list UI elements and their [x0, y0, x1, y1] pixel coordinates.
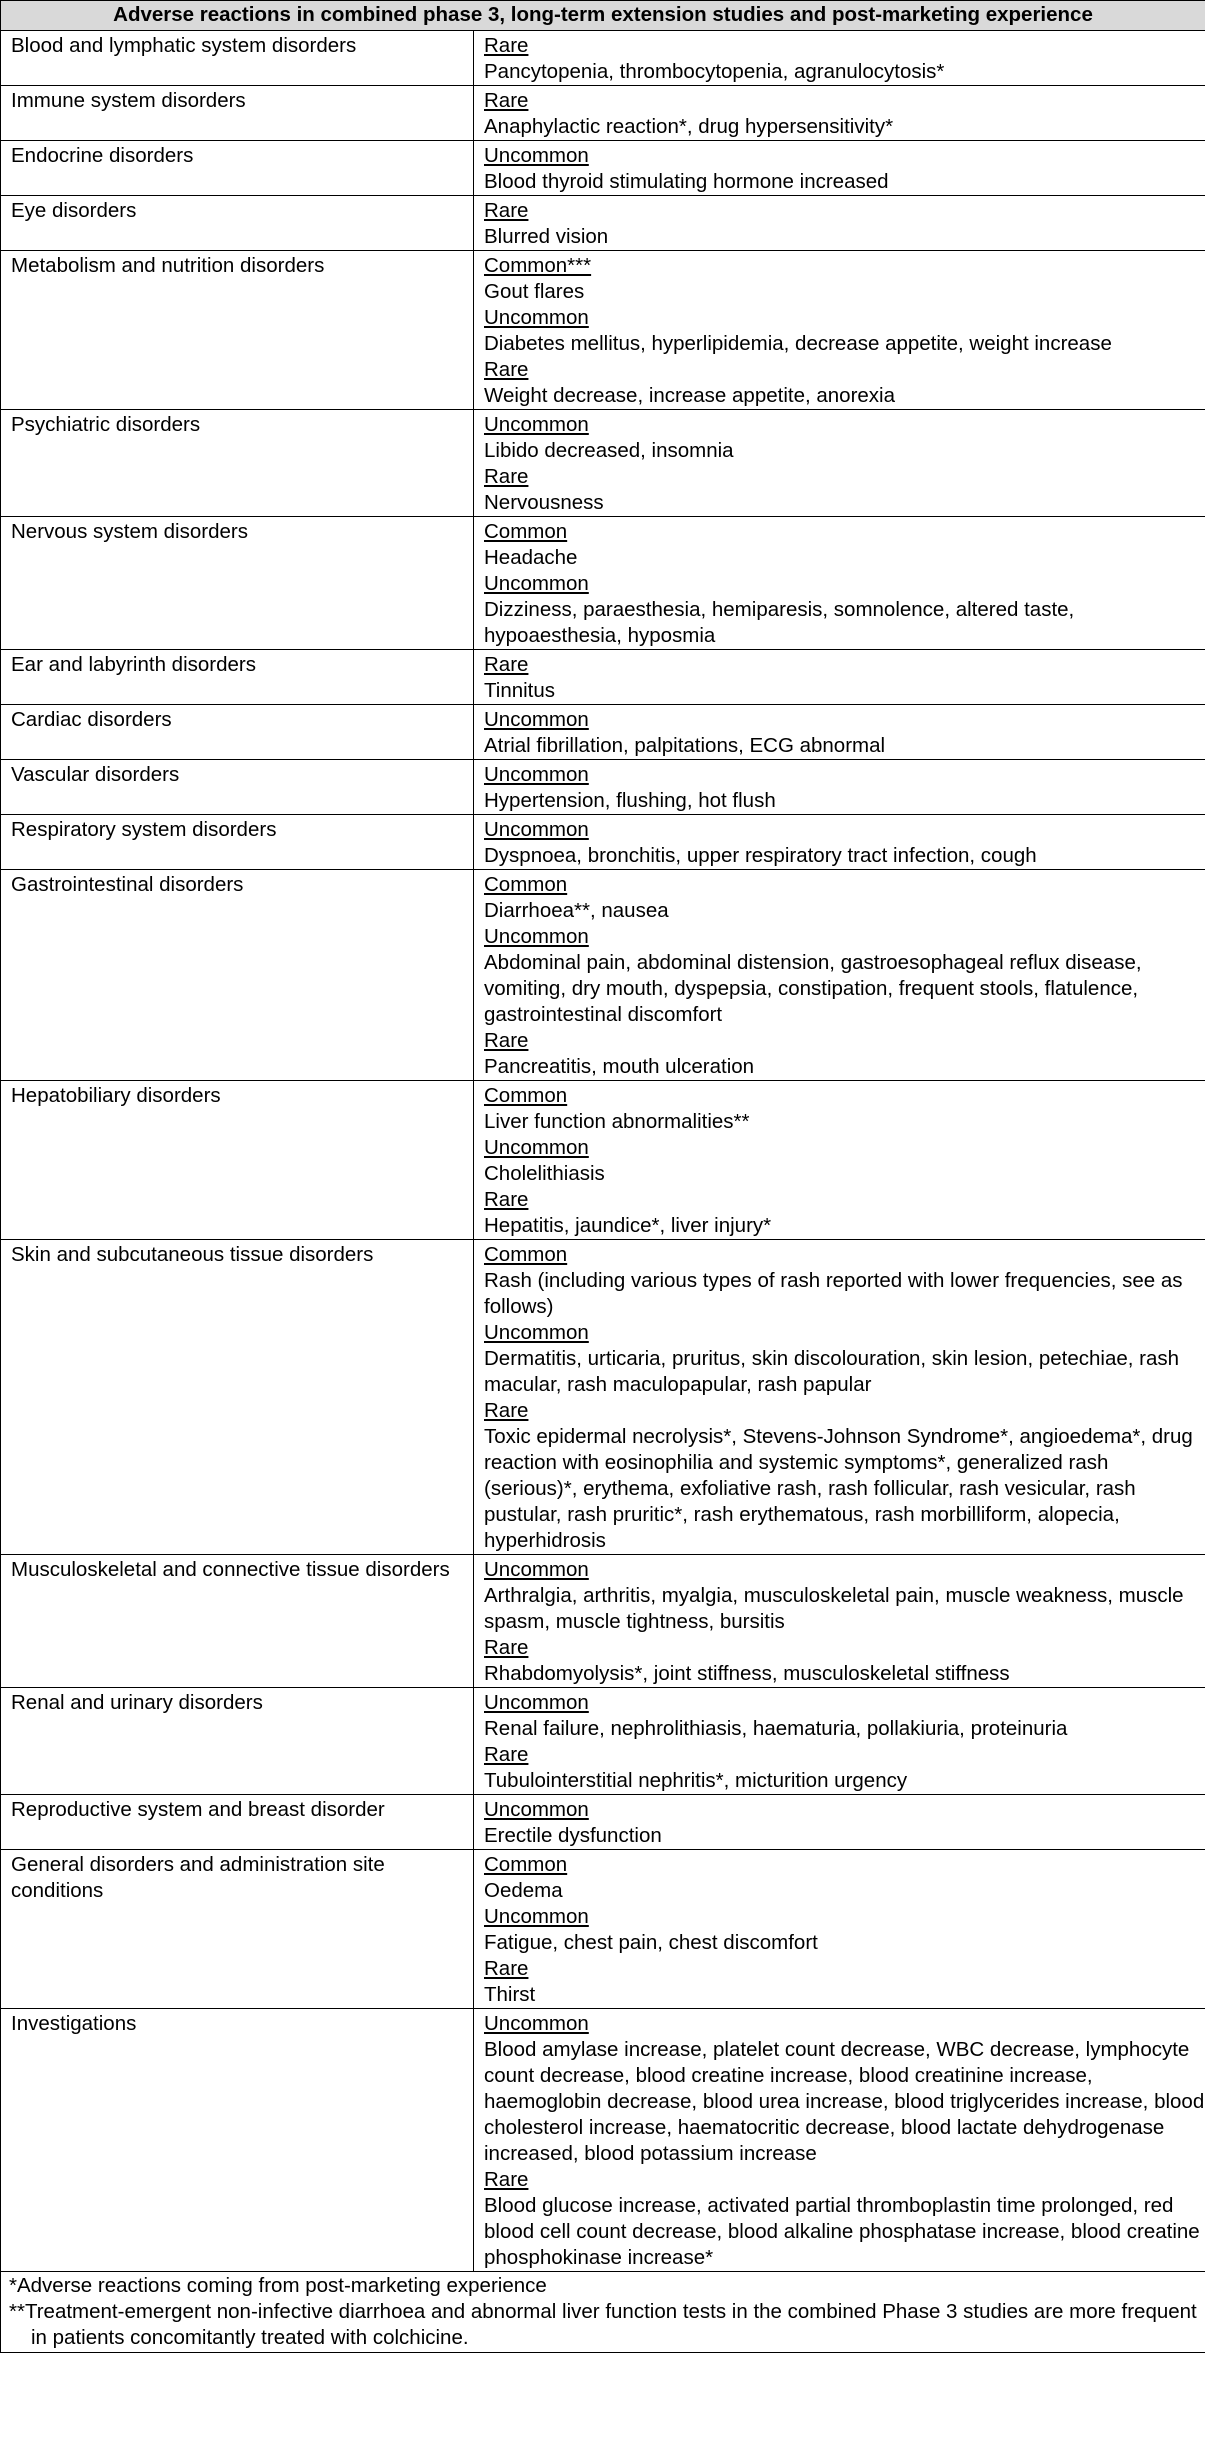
soc-category-cell: Reproductive system and breast disorder — [1, 1795, 474, 1850]
table-row — [1, 1240, 1205, 1555]
table-row — [1, 870, 1205, 1081]
frequency-label: Rare — [484, 1957, 529, 1980]
table-row — [1, 1850, 1205, 2009]
reaction-list: Rash (including various types of rash reported with lower frequencies, see as follows) — [484, 1269, 1183, 1318]
table-row — [1, 1555, 1205, 1688]
reaction-list: Tubulointerstitial nephritis*, micturition urgency — [484, 1769, 908, 1792]
soc-category-cell: Investigations — [1, 2009, 474, 2272]
reactions-cell — [474, 705, 1205, 760]
footnotes-cell — [1, 2272, 1205, 2353]
reactions-cell — [474, 870, 1205, 1081]
soc-category-cell: Blood and lymphatic system disorders — [1, 31, 474, 86]
table-row — [1, 1795, 1205, 1850]
reaction-list: Atrial fibrillation, palpitations, ECG abnormal — [484, 734, 886, 757]
soc-category-cell: Musculoskeletal and connective tissue disorders — [1, 1555, 474, 1688]
frequency-label: Uncommon — [484, 925, 589, 948]
table-title: Adverse reactions in combined phase 3, long-term extension studies and post-marketing experience — [1, 1, 1205, 31]
soc-category-cell: Gastrointestinal disorders — [1, 870, 474, 1081]
frequency-label: Uncommon — [484, 1798, 589, 1821]
reaction-list: Dyspnoea, bronchitis, upper respiratory tract infection, cough — [484, 844, 1037, 867]
reaction-list: Anaphylactic reaction*, drug hypersensitivity* — [484, 115, 894, 138]
frequency-label: Common*** — [484, 254, 592, 277]
table-row — [1, 251, 1205, 410]
reaction-list: Tinnitus — [484, 679, 556, 702]
reaction-list: Weight decrease, increase appetite, anorexia — [484, 384, 896, 407]
reaction-list: Blood thyroid stimulating hormone increased — [484, 170, 889, 193]
footnote-post-marketing: *Adverse reactions coming from post-marketing experience — [9, 2274, 547, 2297]
reaction-list: Gout flares — [484, 280, 585, 303]
frequency-label: Uncommon — [484, 144, 589, 167]
reaction-list: Oedema — [484, 1879, 563, 1902]
footnote-row — [1, 2272, 1205, 2353]
table-row — [1, 1081, 1205, 1240]
frequency-label: Rare — [484, 89, 529, 112]
frequency-label: Common — [484, 520, 568, 543]
reaction-list: Rhabdomyolysis*, joint stiffness, musculoskeletal stiffness — [484, 1662, 1010, 1685]
frequency-label: Rare — [484, 2168, 529, 2191]
frequency-label: Uncommon — [484, 763, 589, 786]
table-row — [1, 517, 1205, 650]
reaction-list: Headache — [484, 546, 578, 569]
reaction-list: Hypertension, flushing, hot flush — [484, 789, 776, 812]
frequency-label: Uncommon — [484, 1691, 589, 1714]
reaction-list: Blurred vision — [484, 225, 609, 248]
soc-category-cell: Cardiac disorders — [1, 705, 474, 760]
frequency-label: Rare — [484, 465, 529, 488]
frequency-label: Rare — [484, 1399, 529, 1422]
reactions-cell — [474, 1850, 1205, 2009]
soc-category-cell: Skin and subcutaneous tissue disorders — [1, 1240, 474, 1555]
reaction-list: Renal failure, nephrolithiasis, haematuria, pollakiuria, proteinuria — [484, 1717, 1068, 1740]
soc-category-cell: Ear and labyrinth disorders — [1, 650, 474, 705]
frequency-label: Rare — [484, 1029, 529, 1052]
reaction-list: Diarrhoea**, nausea — [484, 899, 669, 922]
reactions-cell — [474, 141, 1205, 196]
reactions-cell — [474, 1555, 1205, 1688]
reaction-list: Pancreatitis, mouth ulceration — [484, 1055, 755, 1078]
soc-category-cell: Vascular disorders — [1, 760, 474, 815]
table-row — [1, 815, 1205, 870]
frequency-label: Common — [484, 1084, 568, 1107]
reactions-cell — [474, 760, 1205, 815]
frequency-label: Common — [484, 1243, 568, 1266]
frequency-label: Common — [484, 873, 568, 896]
table-row — [1, 410, 1205, 517]
reactions-cell — [474, 86, 1205, 141]
table-row — [1, 1688, 1205, 1795]
frequency-label: Rare — [484, 1743, 529, 1766]
frequency-label: Rare — [484, 1636, 529, 1659]
frequency-label: Uncommon — [484, 1136, 589, 1159]
footnote-colchicine: **Treatment-emergent non-infective diarrhoea and abnormal liver function tests in the combined Phase 3 studies are more frequent in patients concomitantly treated with colchicine. — [9, 2300, 1197, 2349]
reactions-cell — [474, 251, 1205, 410]
reaction-list: Fatigue, chest pain, chest discomfort — [484, 1931, 818, 1954]
reactions-cell — [474, 517, 1205, 650]
table-body — [1, 31, 1205, 2272]
table-row — [1, 86, 1205, 141]
frequency-label: Uncommon — [484, 1905, 589, 1928]
frequency-label: Rare — [484, 653, 529, 676]
frequency-label: Uncommon — [484, 1321, 589, 1344]
soc-category-cell: General disorders and administration site conditions — [1, 1850, 474, 2009]
frequency-label: Uncommon — [484, 1558, 589, 1581]
frequency-label: Rare — [484, 1188, 529, 1211]
reaction-list: Dermatitis, urticaria, pruritus, skin discolouration, skin lesion, petechiae, rash macular, rash maculopapular, rash papular — [484, 1347, 1180, 1396]
reaction-list: Erectile dysfunction — [484, 1824, 662, 1847]
table-row — [1, 141, 1205, 196]
frequency-label: Uncommon — [484, 413, 589, 436]
soc-category-cell: Respiratory system disorders — [1, 815, 474, 870]
soc-category-cell: Renal and urinary disorders — [1, 1688, 474, 1795]
reaction-list: Blood glucose increase, activated partial thromboplastin time prolonged, red blood cell count decrease, blood alkaline phosphatase increase, blood creatine phosphokinase increase* — [484, 2194, 1200, 2269]
table-row — [1, 650, 1205, 705]
reaction-list: Diabetes mellitus, hyperlipidemia, decrease appetite, weight increase — [484, 332, 1112, 355]
reactions-cell — [474, 2009, 1205, 2272]
reaction-list: Toxic epidermal necrolysis*, Stevens-Johnson Syndrome*, angioedema*, drug reaction with eosinophilia and systemic symptoms*, generalized rash (serious)*, erythema, exfoliative rash, rash follicular, rash vesicular, rash pustular, rash pruritic*, rash erythematous, rash morbilliform, alopecia, hyperhidrosis — [484, 1425, 1193, 1552]
reactions-cell — [474, 1688, 1205, 1795]
table-row — [1, 705, 1205, 760]
frequency-label: Rare — [484, 34, 529, 57]
frequency-label: Common — [484, 1853, 568, 1876]
soc-category-cell: Metabolism and nutrition disorders — [1, 251, 474, 410]
frequency-label: Uncommon — [484, 708, 589, 731]
reaction-list: Nervousness — [484, 491, 604, 514]
reaction-list: Pancytopenia, thrombocytopenia, agranulocytosis* — [484, 60, 945, 83]
soc-category-cell: Psychiatric disorders — [1, 410, 474, 517]
frequency-label: Uncommon — [484, 818, 589, 841]
reactions-cell — [474, 650, 1205, 705]
reaction-list: Dizziness, paraesthesia, hemiparesis, somnolence, altered taste, hypoaesthesia, hyposmia — [484, 598, 1075, 647]
soc-category-cell: Eye disorders — [1, 196, 474, 251]
reactions-cell — [474, 31, 1205, 86]
soc-category-cell: Immune system disorders — [1, 86, 474, 141]
reactions-cell — [474, 196, 1205, 251]
reactions-cell — [474, 1795, 1205, 1850]
reaction-list: Liver function abnormalities** — [484, 1110, 750, 1133]
soc-category-cell: Endocrine disorders — [1, 141, 474, 196]
reaction-list: Abdominal pain, abdominal distension, gastroesophageal reflux disease, vomiting, dry mouth, dyspepsia, constipation, frequent stools, flatulence, gastrointestinal discomfort — [484, 951, 1142, 1026]
reaction-list: Arthralgia, arthritis, myalgia, musculoskeletal pain, muscle weakness, muscle spasm, muscle tightness, bursitis — [484, 1584, 1184, 1633]
table-row — [1, 760, 1205, 815]
reaction-list: Cholelithiasis — [484, 1162, 605, 1185]
reactions-cell — [474, 410, 1205, 517]
soc-category-cell: Hepatobiliary disorders — [1, 1081, 474, 1240]
soc-category-cell: Nervous system disorders — [1, 517, 474, 650]
table-row — [1, 196, 1205, 251]
reaction-list: Libido decreased, insomnia — [484, 439, 734, 462]
reaction-list: Blood amylase increase, platelet count decrease, WBC decrease, lymphocyte count decrease, blood creatine increase, blood creatinine increase, haemoglobin decrease, blood urea increase, blood triglycerides increase, blood cholesterol increase, haematocritic decrease, blood lactate dehydrogenase increased, blood potassium increase — [484, 2038, 1205, 2165]
frequency-label: Uncommon — [484, 572, 589, 595]
table-title-row — [1, 1, 1205, 31]
frequency-label: Uncommon — [484, 306, 589, 329]
frequency-label: Rare — [484, 199, 529, 222]
frequency-label: Rare — [484, 358, 529, 381]
table-row — [1, 2009, 1205, 2272]
reactions-cell — [474, 1240, 1205, 1555]
reactions-cell — [474, 1081, 1205, 1240]
frequency-label: Uncommon — [484, 2012, 589, 2035]
reaction-list: Thirst — [484, 1983, 536, 2006]
reactions-cell — [474, 815, 1205, 870]
reaction-list: Hepatitis, jaundice*, liver injury* — [484, 1214, 772, 1237]
table-row — [1, 31, 1205, 86]
